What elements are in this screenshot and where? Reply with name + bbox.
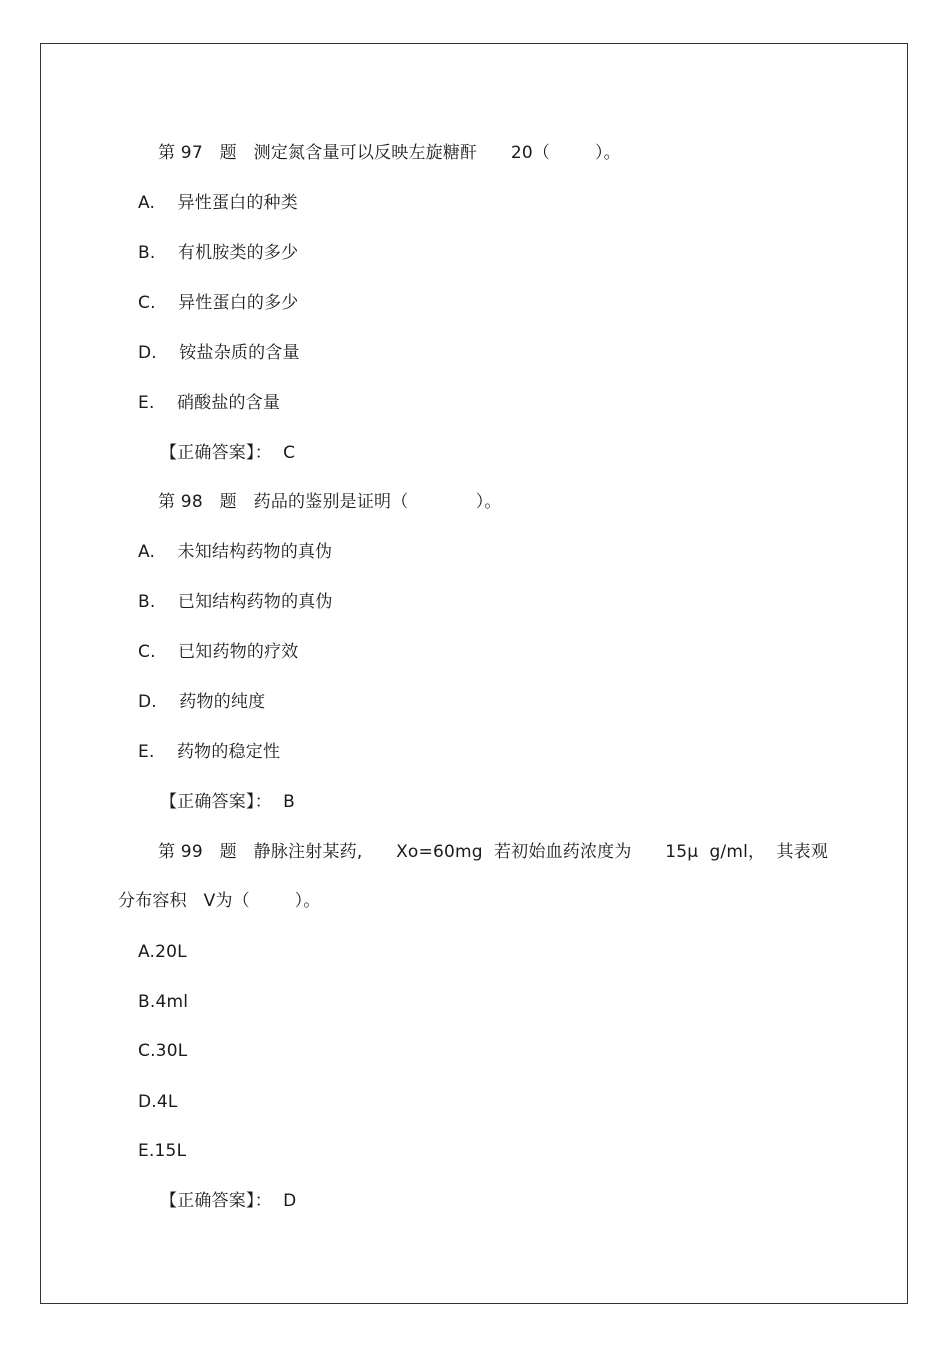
question-98-option-c: C. 已知药物的疗效 — [138, 642, 299, 662]
question-98-option-b: B. 已知结构药物的真伪 — [138, 592, 333, 612]
question-99-text-continued: 分布容积 V为（ ）。 — [118, 891, 321, 911]
question-99-option-b: B.4ml — [138, 992, 189, 1012]
question-97-option-c: C. 异性蛋白的多少 — [138, 293, 299, 313]
question-97-option-e: E. 硝酸盐的含量 — [138, 393, 281, 413]
question-99-option-c: C.30L — [138, 1041, 188, 1061]
question-97-answer: 【正确答案】： C — [160, 443, 296, 463]
question-98-option-a: A. 未知结构药物的真伪 — [138, 542, 333, 562]
question-99-option-a: A.20L — [138, 942, 187, 962]
question-97-option-b: B. 有机胺类的多少 — [138, 243, 299, 263]
question-98-option-e: E. 药物的稳定性 — [138, 742, 281, 762]
question-99-option-d: D.4L — [138, 1092, 178, 1112]
question-98-text: 第 98 题 药品的鉴别是证明（ ）。 — [158, 492, 502, 512]
question-99-option-e: E.15L — [138, 1141, 187, 1161]
question-98-answer: 【正确答案】： B — [160, 792, 295, 812]
question-98-option-d: D. 药物的纯度 — [138, 692, 266, 712]
question-99-text: 第 99 题 静脉注射某药, Xo=60mg 若初始血药浓度为 15μ g/ml， 其表观 — [158, 842, 829, 862]
question-99-answer: 【正确答案】： D — [160, 1191, 297, 1211]
question-97-option-a: A. 异性蛋白的种类 — [138, 193, 298, 213]
question-97-text: 第 97 题 测定氮含量可以反映左旋糖酐 20（ ）。 — [158, 143, 621, 163]
question-97-option-d: D. 铵盐杂质的含量 — [138, 343, 300, 363]
page-border — [40, 43, 908, 1304]
